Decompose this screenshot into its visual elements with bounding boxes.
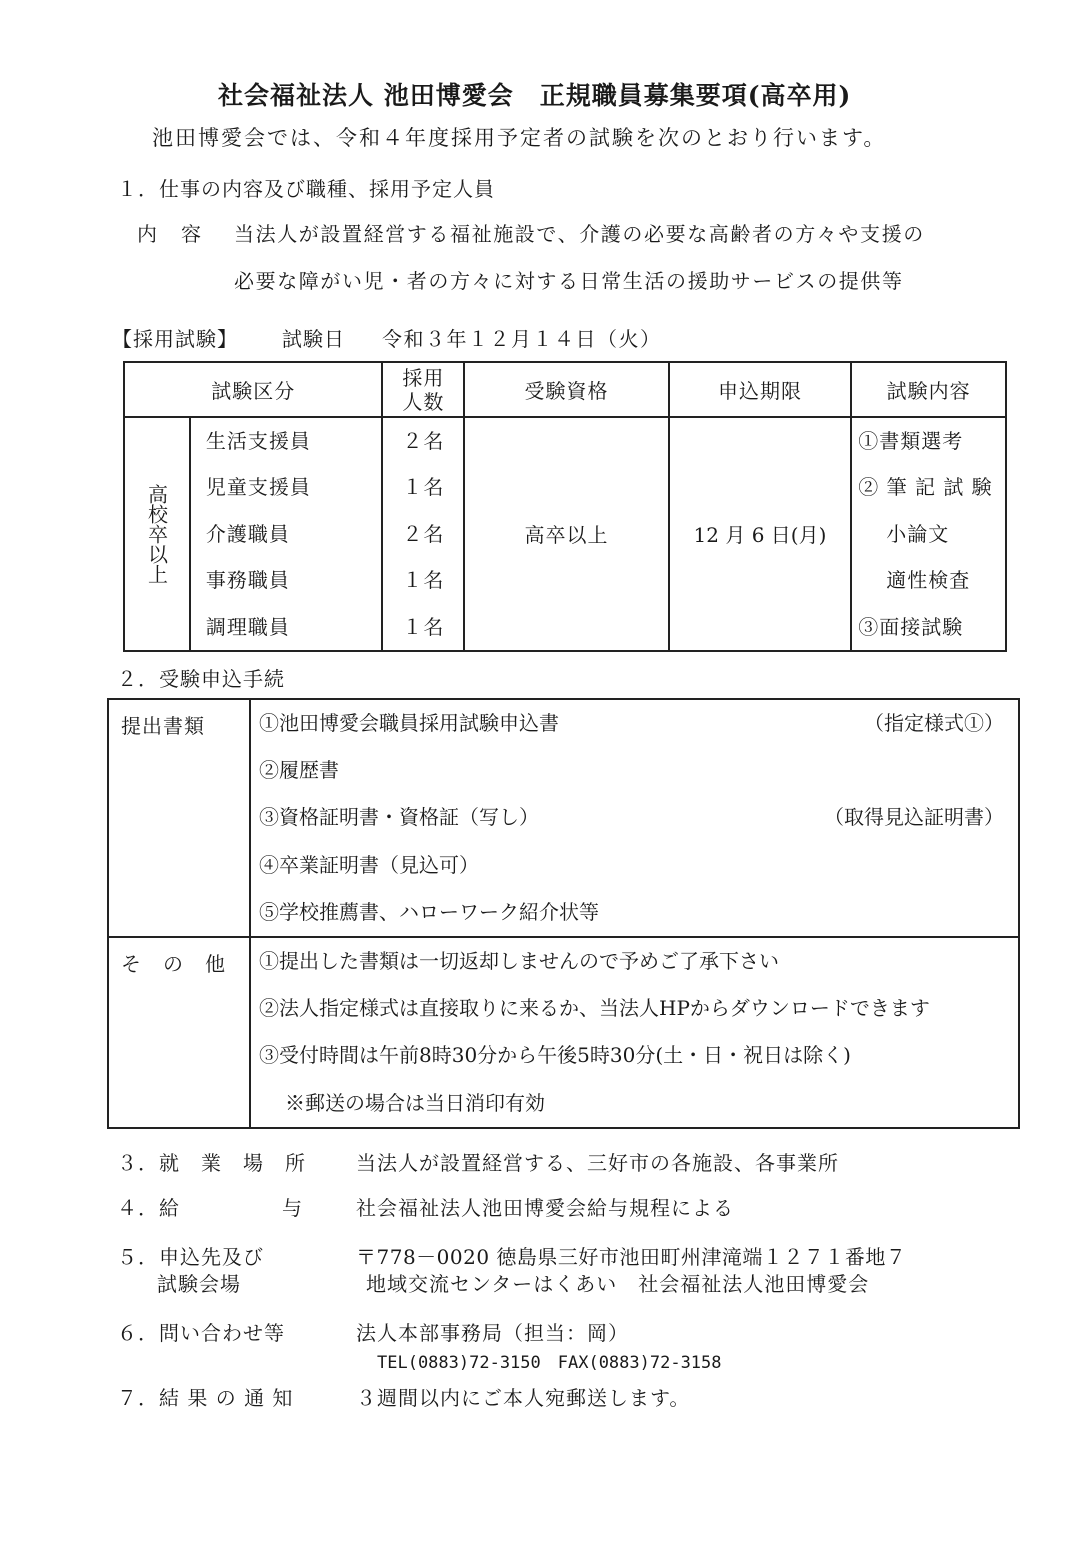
header-count-line2: 人数	[402, 389, 445, 414]
doc-item-text: ④卒業証明書（見込可）	[259, 852, 479, 877]
job-count: ２名	[402, 521, 445, 546]
job-name: 生活支援員	[205, 429, 311, 453]
header-content: 試験内容	[851, 362, 1006, 417]
exam-content-cell	[851, 417, 1006, 651]
job-name: 児童支援員	[205, 475, 311, 500]
document-title: 社会福祉法人 池田博愛会 正規職員募集要項(高卒用)	[218, 81, 852, 110]
docs-row	[108, 699, 1019, 937]
section5-label-2: 試験会場	[157, 1272, 241, 1296]
section5-value-1: 〒778－0020 徳島県三好市池田町州津滝端１２７１番地７	[356, 1245, 907, 1269]
section4-label-b: 与	[282, 1196, 303, 1220]
other-item	[259, 938, 1004, 985]
section2-heading: ２．受験申込手続	[117, 667, 285, 691]
count-cell	[382, 417, 464, 651]
exam-content-item: ② 筆 記 試 験	[858, 475, 993, 500]
other-list	[250, 937, 1019, 1128]
section5-label-1: ５．申込先及び	[117, 1245, 264, 1269]
doc-item-note: （指定様式①）	[864, 711, 1004, 735]
header-category: 試験区分	[124, 362, 382, 417]
section1-heading: １．仕事の内容及び職種、採用予定人員	[117, 177, 495, 201]
content-label: 内 容	[137, 222, 203, 246]
section4-value: 社会福祉法人池田博愛会給与規程による	[356, 1196, 734, 1220]
other-item	[259, 985, 1004, 1032]
docs-label: 提出書類	[108, 699, 250, 937]
header-count-line1: 採用	[402, 365, 445, 390]
other-item-text: ①提出した書類は一切返却しませんので予めご了承下さい	[259, 948, 779, 973]
other-item	[259, 1032, 1004, 1079]
procedure-table	[107, 698, 1020, 1129]
job-cell	[190, 417, 383, 651]
header-deadline: 申込期限	[669, 362, 852, 417]
doc-item-text: ③資格証明書・資格証（写し）	[259, 805, 539, 830]
content-line-2: 必要な障がい児・者の方々に対する日常生活の援助サービスの提供等	[234, 269, 904, 293]
section5-value-2: 地域交流センターはくあい 社会福祉法人池田博愛会	[366, 1272, 870, 1296]
doc-item	[259, 794, 1004, 841]
group-label: 高校卒以上	[144, 483, 169, 584]
job-count: １名	[402, 475, 445, 500]
docs-list	[250, 699, 1019, 937]
section6-label: ６．問い合わせ等	[117, 1321, 285, 1345]
other-item-text: ③受付時間は午前8時30分から午後5時30分(土・日・祝日は除く)	[259, 1043, 851, 1068]
exam-content-item: ①書類選考	[858, 429, 964, 453]
intro-text: 池田博愛会では、令和４年度採用予定者の試験を次のとおり行います。	[152, 126, 887, 150]
doc-item-text: ⑤学校推薦書、ハローワーク紹介状等	[259, 899, 599, 924]
section7-label: ７．結 果 の 通 知	[117, 1386, 294, 1410]
doc-item-text: ①池田博愛会職員採用試験申込書	[259, 711, 559, 735]
job-count: １名	[402, 614, 445, 639]
deadline-cell: 12 月 6 日(月)	[669, 417, 852, 651]
doc-item	[259, 700, 1004, 747]
other-item-text: ②法人指定様式は直接取りに来るか、当法人HPからダウンロードできます	[259, 996, 930, 1021]
exam-date: 令和３年１２月１４日（火）	[382, 327, 662, 351]
exam-content-item: ③面接試験	[858, 614, 964, 639]
job-count: ２名	[402, 429, 445, 453]
job-count: １名	[402, 568, 445, 593]
other-row	[108, 937, 1019, 1128]
header-qualification: 受験資格	[464, 362, 668, 417]
other-item	[259, 1080, 1004, 1127]
other-label: そ の 他	[108, 937, 250, 1128]
doc-item	[259, 842, 1004, 889]
doc-item	[259, 747, 1004, 794]
section6-value-2: TEL(0883)72-3150 FAX(0883)72-3158	[377, 1353, 722, 1373]
exam-content-item: 小論文	[886, 521, 950, 546]
header-count	[382, 362, 464, 417]
section7-value: ３週間以内にご本人宛郵送します。	[356, 1386, 691, 1410]
section3-label: ３．就 業 場 所	[117, 1151, 306, 1175]
section4-label-a: ４．給	[117, 1196, 180, 1220]
exam-table	[123, 361, 1007, 652]
exam-table-header	[124, 362, 1006, 417]
job-name: 介護職員	[205, 521, 290, 546]
doc-item-note: （取得見込証明書）	[824, 805, 1004, 830]
section6-value-1: 法人本部事務局（担当：岡）	[356, 1321, 629, 1345]
group-label-cell	[124, 417, 190, 651]
doc-item	[259, 889, 1004, 936]
doc-item-text: ②履歴書	[259, 758, 339, 783]
exam-table-body	[124, 417, 1006, 651]
section3-value: 当法人が設置経営する、三好市の各施設、各事業所	[356, 1151, 839, 1175]
job-name: 事務職員	[205, 568, 290, 593]
exam-heading: 【採用試験】	[112, 327, 238, 351]
job-name: 調理職員	[205, 614, 290, 639]
qualification-cell: 高卒以上	[464, 417, 668, 651]
other-item-text: ※郵送の場合は当日消印有効	[285, 1090, 545, 1115]
exam-content-item: 適性検査	[886, 568, 971, 593]
content-line-1: 当法人が設置経営する福祉施設で、介護の必要な高齢者の方々や支援の	[234, 222, 925, 246]
exam-date-label: 試験日	[282, 327, 345, 351]
